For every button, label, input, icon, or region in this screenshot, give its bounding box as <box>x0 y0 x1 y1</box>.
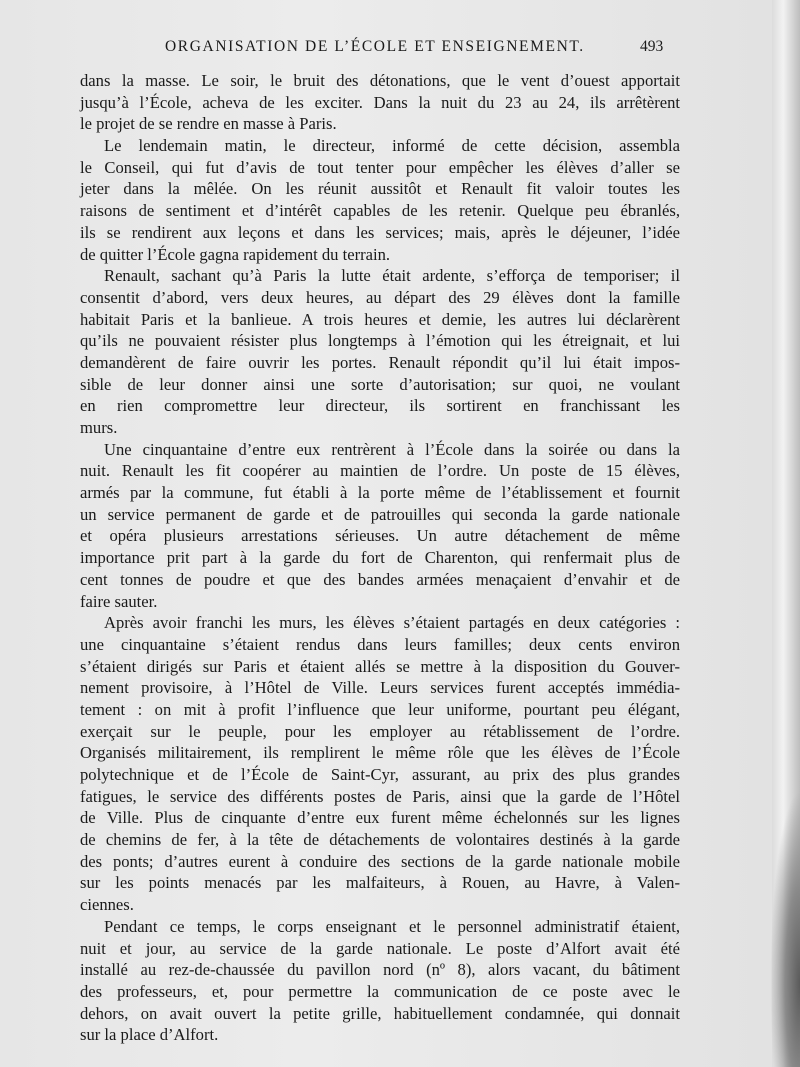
text-line: consentit d’abord, vers deux heures, au départ des 29 élèves dont la famille <box>80 287 680 307</box>
text-line: Organisés militairement, ils remplirent le même rôle que les élèves de l’École <box>80 743 680 763</box>
text-line: sur les points menacés par les malfaiteurs, à Rouen, au Havre, à Valen- <box>80 873 680 893</box>
text-line: murs. <box>80 418 118 437</box>
text-line: installé au rez-de-chaussée du pavillon nord (nº 8), alors vacant, du bâtiment <box>80 960 680 980</box>
text-line: nement provisoire, à l’Hôtel de Ville. Leurs services furent acceptés immédia- <box>80 678 680 698</box>
text-line: des ponts; d’autres eurent à conduire des sections de la garde nationale mobile <box>80 851 680 871</box>
text-line: sur la place d’Alfort. <box>80 1025 219 1045</box>
text-line: importance prit part à la garde du fort de Charenton, qui renfermait plus de <box>80 548 680 568</box>
text-line: dans la masse. Le soir, le bruit des détonations, que le vent d’ouest apportait <box>80 71 680 90</box>
text-line: de quitter l’École gagna rapidement du terrain. <box>80 244 391 264</box>
text-line: et opéra plusieurs arrestations sérieuses. Un autre détachement de même <box>80 526 680 546</box>
text-line: fatigues, le service des différents postes de Paris, ainsi que la garde de l’Hôtel <box>80 786 680 806</box>
text-line: Pendant ce temps, le corps enseignant et le personnel administratif étaient, <box>104 916 680 936</box>
text-line: tement : on mit à profit l’influence que leur uniforme, pourtant peu élégant, <box>80 699 680 719</box>
text-line: armés par la commune, fut établi à la porte même de l’établissement et fournit <box>80 483 680 503</box>
text-line: le projet de se rendre en masse à Paris. <box>80 114 337 134</box>
text-line: habitait Paris et la banlieue. A trois heures et demie, les autres lui déclarèrent <box>80 309 680 329</box>
text-line: le Conseil, qui fut d’avis de tout tenter pour empêcher les élèves d’aller se <box>80 157 680 177</box>
text-line: des professeurs, et, pour permettre la communication de ce poste avec le <box>80 981 680 1001</box>
text-line: jusqu’à l’École, acheva de les exciter. Dans la nuit du 23 au 24, ils arrêtèrent <box>80 92 680 112</box>
running-title: ORGANISATION DE L’ÉCOLE ET ENSEIGNEMENT. <box>165 38 585 55</box>
edge-shadow <box>770 790 800 1067</box>
text-line: ciennes. <box>80 895 134 915</box>
body-text <box>80 70 680 1046</box>
text-line: nuit. Renault les fit coopérer au maintien de l’ordre. Un poste de 15 élèves, <box>80 461 680 481</box>
page-number: 493 <box>640 38 664 55</box>
text-line: Après avoir franchi les murs, les élèves s’étaient partagés en deux catégories : <box>104 613 680 633</box>
text-line: Renault, sachant qu’à Paris la lutte était ardente, s’efforça de temporiser; il <box>104 266 680 286</box>
text-line: ils se rendirent aux leçons et dans les services; mais, après le déjeuner, l’idée <box>80 222 680 242</box>
text-line: jeter dans la mêlée. On les réunit aussitôt et Renault fit valoir toutes les <box>80 179 680 199</box>
text-line: demandèrent de faire ouvrir les portes. Renault répondit qu’il lui était impos- <box>80 352 680 372</box>
text-line: cent tonnes de poudre et que des bandes armées menaçaient d’envahir et de <box>80 569 680 589</box>
text-line: dehors, on avait ouvert la petite grille, habituellement condamnée, qui donnait <box>80 1003 680 1023</box>
text-line: un service permanent de garde et de patrouilles qui seconda la garde nationale <box>80 504 680 524</box>
text-line: nuit et jour, au service de la garde nationale. Le poste d’Alfort avait été <box>80 938 680 958</box>
text-line: faire sauter. <box>80 591 158 611</box>
text-line: une cinquantaine s’étaient rendus dans leurs familles; deux cents environ <box>80 634 680 654</box>
text-line: Une cinquantaine d’entre eux rentrèrent à l’École dans la soirée ou dans la <box>104 439 680 459</box>
text-line: exerçait sur le peuple, pour les employer au rétablissement de l’ordre. <box>80 721 680 741</box>
text-line: sible de leur donner ainsi une sorte d’autorisation; sur quoi, ne voulant <box>80 374 680 394</box>
text-line: de chemins de fer, à la tête de détachements de volontaires destinés à la garde <box>80 830 680 850</box>
text-line: Le lendemain matin, le directeur, informé de cette décision, assembla <box>104 136 680 156</box>
text-line: s’étaient dirigés sur Paris et étaient allés se mettre à la disposition du Gouver- <box>80 656 680 676</box>
text-line: polytechnique et de l’École de Saint-Cyr, assurant, au prix des plus grandes <box>80 765 680 784</box>
text-line: raisons de sentiment et d’intérêt capables de les retenir. Quelque peu ébranlés, <box>80 201 680 221</box>
page-header <box>0 38 772 60</box>
text-line: de Ville. Plus de cinquante d’entre eux furent même échelonnés sur les lignes <box>80 808 680 828</box>
text-line: en rien compromettre leur directeur, ils sortirent en franchissant les <box>80 396 680 416</box>
text-line: qu’ils ne pouvaient résister plus longtemps à l’émotion qui les étreignait, et lui <box>80 331 680 351</box>
